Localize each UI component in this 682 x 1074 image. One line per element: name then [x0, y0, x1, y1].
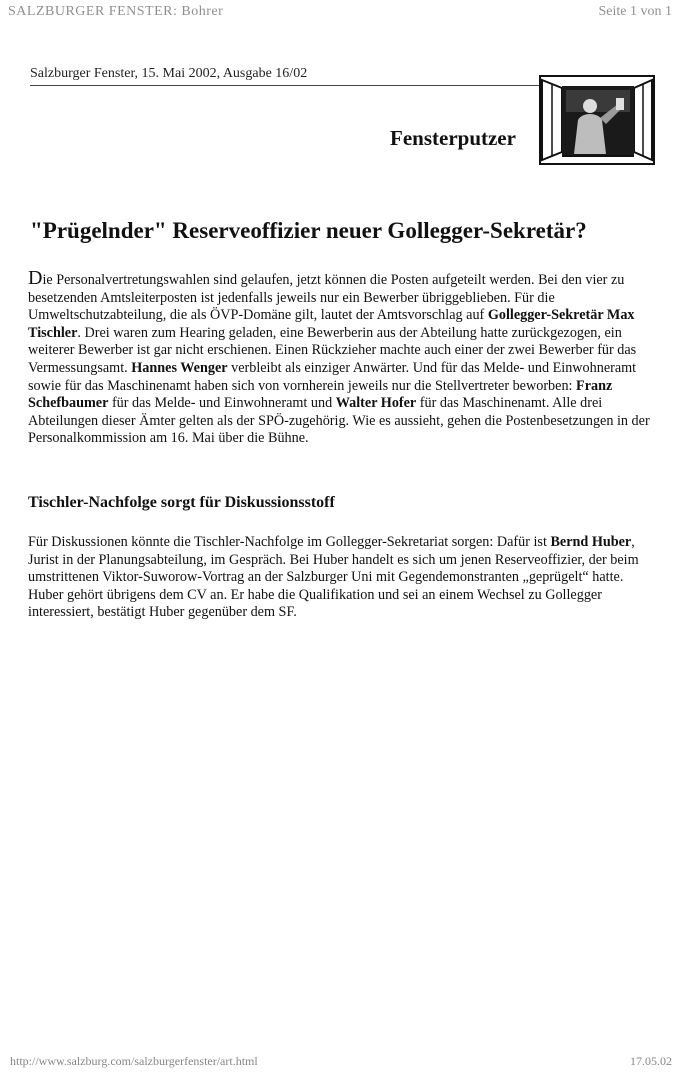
window-icon: [538, 74, 656, 166]
person-name-hannes-wenger: Hannes Wenger: [131, 359, 228, 376]
lead-text-4: für das Melde- und Einwohneramt und: [108, 395, 336, 412]
article-headline: "Prügelnder" Reserveoffizier neuer Gollegger-Sekretär?: [30, 218, 587, 243]
publication-divider: [30, 85, 540, 86]
lead-text-3: verbleibt als einziger Anwärter. Und für das Melde- und Einwohneramt sowie für das Maschinenamt haben sich von vornherein jeweils nur die Stellvertreter beworben:: [28, 359, 637, 394]
lead-paragraph: [28, 267, 658, 448]
person-name-bernd-huber: Bernd Huber: [550, 534, 632, 550]
publication-line: Salzburger Fenster, 15. Mai 2002, Ausgabe 16/02: [30, 66, 308, 81]
section-label: Fensterputzer: [390, 126, 516, 150]
person-name-franz-schefbaumer: Franz Schefbaumer: [28, 377, 613, 412]
lead-text-5: für das Maschinenamt. Alle drei Abteilungen dieser Ämter gelten als der SPÖ-zugehörig. Wie es aussieht, gehen die Postenbesetzungen in der Personalkommission am 16. Mai über die Bühne.: [28, 395, 650, 447]
second-text-1: Für Diskussionen könnte die Tischler-Nachfolge im Gollegger-Sekretariat sorgen: Dafür ist: [28, 534, 551, 550]
article-subheading: Tischler-Nachfolge sorgt für Diskussionsstoff: [28, 494, 335, 511]
second-text-2: , Jurist in der Planungsabteilung, im Gespräch. Bei Huber handelt es sich um jenen Reserveoffizier, der beim umstrittenen Viktor-Suworow-Vortrag an der Salzburger Uni mit Gegendemonstranten „geprügelt“ hatte. Huber gehört übrigens dem CV an. Er habe die Qualifikation und sei an einem Wechsel zu Gollegger interessiert, bestätigt Huber gegenüber dem SF.: [28, 534, 639, 621]
lead-text-1: ie Personalvertretungswahlen sind gelaufen, jetzt können die Posten aufgeteilt werden. Bei den vier zu besetzenden Amtsleiterposten ist jedenfalls jeweils nur ein Bewerber übriggeblieben. Für die Umweltschutzabteilung, die als ÖVP-Domäne gilt, lautet der Amtsvorschlag auf: [28, 272, 625, 324]
person-name-walter-hofer: Walter Hofer: [335, 395, 417, 412]
browser-page-number: Seite 1 von 1: [598, 4, 672, 19]
footer-url: http://www.salzburg.com/salzburgerfenster/art.html: [10, 1054, 258, 1068]
footer-date: 17.05.02: [630, 1054, 672, 1068]
lead-text-2: . Drei waren zum Hearing geladen, eine Bewerberin aus der Abteilung hatte zurückgezogen, ein weiterer Bewerber ist gar nicht erschienen. Einen Rückzieher machte auch einer der zwei Bewerber für das Vermessungsamt.: [28, 324, 637, 376]
browser-header-title: SALZBURGER FENSTER: Bohrer: [8, 4, 224, 19]
drop-cap: D: [28, 267, 43, 289]
person-name-max-tischler: Gollegger-Sekretär Max Tischler: [28, 307, 635, 341]
second-paragraph: [28, 534, 658, 622]
